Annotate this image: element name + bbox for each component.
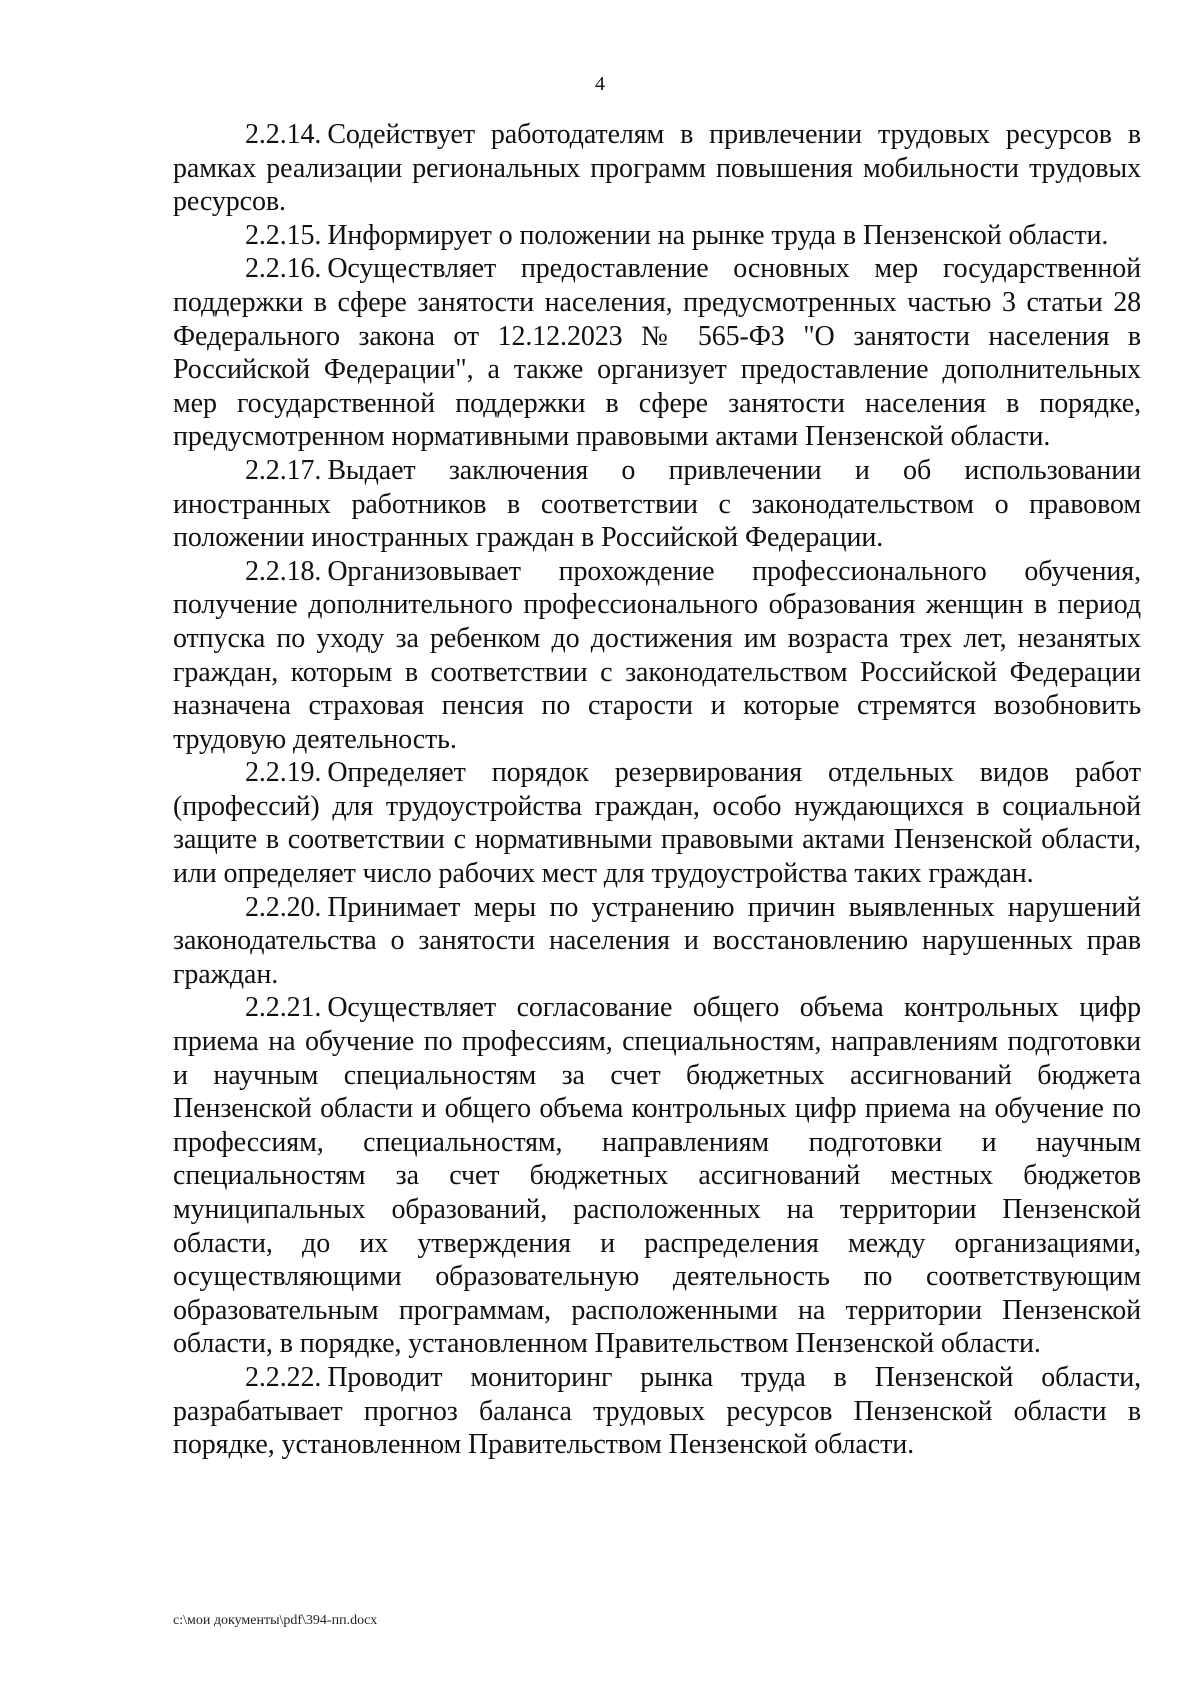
paragraph-2-2-20 xyxy=(173,891,1141,992)
paragraph-number: 2.2.17. xyxy=(245,454,322,486)
paragraph-text: Проводит мониторинг рынка труда в Пензенской области, разрабатывает прогноз баланса трудовых ресурсов Пензенской области в порядке, установленном Правительством Пензенской области. xyxy=(173,1361,1141,1461)
paragraph-text: Выдает заключения о привлечении и об использовании иностранных работников в соответствии с законодательством о правовом положении иностранных граждан в Российской Федерации. xyxy=(173,454,1141,554)
document-body xyxy=(173,118,1141,1462)
paragraph-number: 2.2.20. xyxy=(245,891,322,923)
paragraph-number: 2.2.16. xyxy=(245,253,322,285)
paragraph-number: 2.2.15. xyxy=(245,219,322,251)
paragraph-number: 2.2.19. xyxy=(245,757,322,789)
paragraph-text: Осуществляет согласование общего объема контрольных цифр приема на обучение по профессиям, специальностям, направлениям подготовки и научным специальностям за счет бюджетных ассигнований бюджета Пензенской области и общего объема контрольных цифр приема на обучение по профессиям, специальностям, направлениям подготовки и научным специальностям за счет бюджетных ассигнований местных бюджетов муниципальных образований, расположенных на территории Пензенской области, до их утверждения и распределения между организациями, осуществляющими образовательную деятельность по соответствующим образовательным программам, расположенными на территории Пензенской области, в порядке, установленном Правительством Пензенской области. xyxy=(173,992,1141,1360)
paragraph-number: 2.2.21. xyxy=(245,992,322,1024)
paragraph-number: 2.2.22. xyxy=(245,1361,322,1393)
footer-file-path: c:\мои документы\pdf\394-пп.docx xyxy=(173,1613,378,1628)
paragraph-text: Принимает меры по устранению причин выявленных нарушений законодательства о занятости населения и восстановлению нарушенных прав граждан. xyxy=(173,891,1141,990)
paragraph-2-2-21 xyxy=(173,991,1141,1361)
paragraph-text: Информирует о положении на рынке труда в Пензенской области. xyxy=(327,219,1109,251)
paragraph-text: Организовывает прохождение профессионального обучения, получение дополнительного профессионального образования женщин в период отпуска по уходу за ребенком до достижения им возраста трех лет, незанятых граждан, которым в соответствии с законодательством Российской Федерации назначена страховая пенсия по старости и которые стремятся возобновить трудовую деятельность. xyxy=(173,555,1141,755)
page-number: 4 xyxy=(595,73,605,95)
paragraph-text: Определяет порядок резервирования отдельных видов работ (профессий) для трудоустройства граждан, особо нуждающихся в социальной защите в соответствии с нормативными правовыми актами Пензенской области, или определяет число рабочих мест для трудоустройства таких граждан. xyxy=(173,757,1141,890)
paragraph-2-2-15 xyxy=(173,219,1141,253)
paragraph-number: 2.2.14. xyxy=(245,119,322,150)
paragraph-2-2-19 xyxy=(173,756,1141,890)
paragraph-text: Содействует работодателям в привлечении трудовых ресурсов в рамках реализации региональных программ повышения мобильности трудовых ресурсов. xyxy=(173,119,1141,218)
paragraph-2-2-18 xyxy=(173,555,1141,757)
paragraph-2-2-14 xyxy=(173,118,1141,219)
paragraph-2-2-22 xyxy=(173,1361,1141,1462)
paragraph-number: 2.2.18. xyxy=(245,555,322,587)
paragraph-text: Осуществляет предоставление основных мер государственной поддержки в сфере занятости населения, предусмотренных частью 3 статьи 28 Федерального закона от 12.12.2023 № 565-ФЗ "О занятости населения в Российской Федерации", а также организует предоставление дополнительных мер государственной поддержки в сфере занятости населения в порядке, предусмотренном нормативными правовыми актами Пензенской области. xyxy=(173,253,1141,453)
paragraph-2-2-17 xyxy=(173,454,1141,555)
paragraph-2-2-16 xyxy=(173,252,1141,454)
